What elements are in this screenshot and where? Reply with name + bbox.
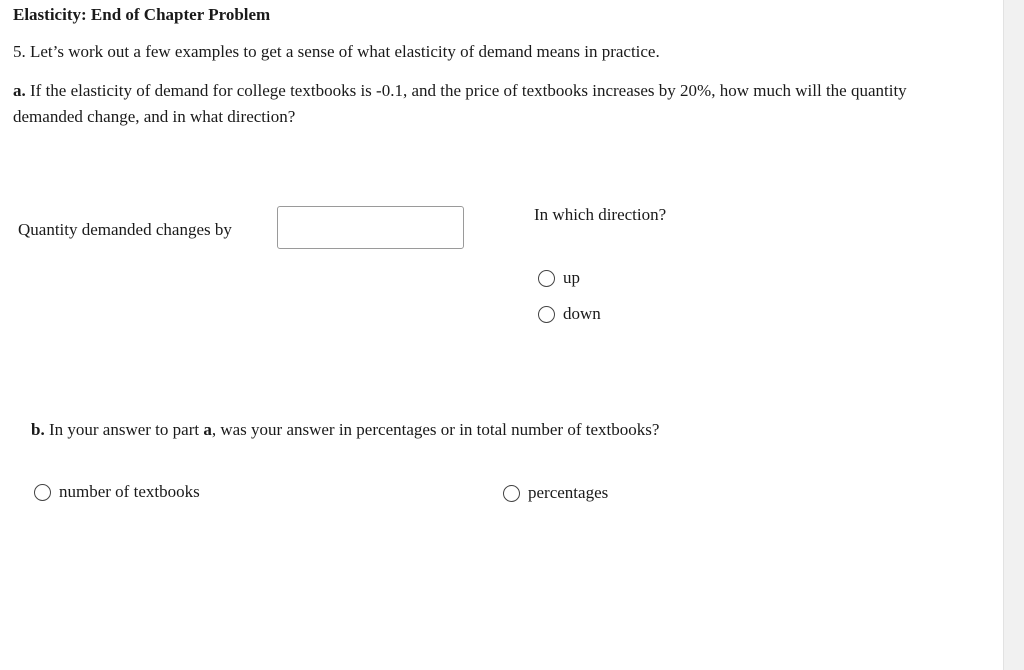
part-b-question: [31, 420, 659, 440]
direction-option-down-label: down: [563, 304, 601, 323]
part-b-text-pre: In your answer to part: [44, 420, 204, 439]
radio-percentages[interactable]: [503, 485, 520, 502]
direction-option-up[interactable]: [538, 268, 580, 288]
radio-number-of-textbooks[interactable]: [34, 484, 51, 501]
problem-title: Elasticity: End of Chapter Problem: [13, 5, 271, 24]
problem-intro: [13, 42, 660, 62]
quantity-answer-input[interactable]: [277, 206, 464, 249]
unit-option-percentages-label: percentages: [528, 483, 609, 502]
part-a-question-text: If the elasticity of demand for college textbooks is -0.1, and the price of textbooks increases by 20%, how much will the quantity demanded change, and in what direction?: [13, 81, 907, 126]
part-a-question: [13, 78, 963, 130]
part-a-label: a.: [13, 81, 26, 100]
part-b-text-post: , was your answer in percentages or in total number of textbooks?: [211, 420, 660, 439]
part-b-label: b.: [31, 420, 45, 439]
problem-number: 5.: [13, 42, 26, 61]
quantity-label: Quantity demanded changes by: [18, 220, 232, 239]
intro-text: Let’s work out a few examples to get a sense of what elasticity of demand means in practice.: [25, 42, 660, 61]
direction-label: In which direction?: [534, 205, 667, 224]
radio-up[interactable]: [538, 270, 555, 287]
unit-option-number-of-textbooks[interactable]: [34, 482, 200, 502]
part-b-reference: a: [203, 420, 212, 439]
direction-option-up-label: up: [563, 268, 580, 287]
unit-option-percentages[interactable]: [503, 483, 608, 503]
unit-option-number-label: number of textbooks: [59, 482, 200, 501]
direction-option-down[interactable]: [538, 304, 601, 324]
vertical-scrollbar[interactable]: [1003, 0, 1024, 670]
radio-down[interactable]: [538, 306, 555, 323]
